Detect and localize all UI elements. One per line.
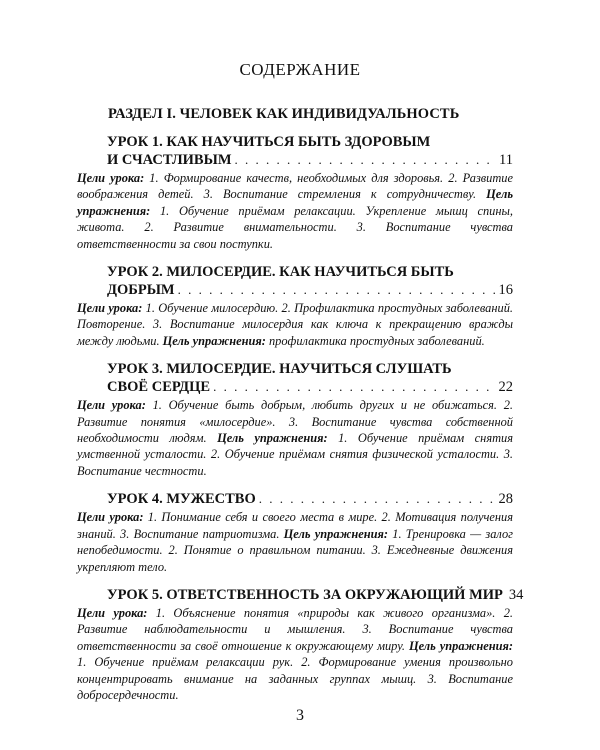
dot-leader — [178, 281, 496, 299]
toc-line — [107, 151, 513, 169]
lesson-description — [77, 170, 513, 252]
lesson-description — [77, 300, 513, 349]
toc-entry-lesson-5[interactable] — [77, 586, 524, 703]
goal-label: Цели урока: — [77, 398, 146, 413]
lesson-title-line: УРОК 2. МИЛОСЕРДИЕ. КАК НАУЧИТЬСЯ БЫТЬ — [107, 264, 454, 281]
goal-label: Цели урока: — [77, 171, 145, 185]
dot-leader — [235, 151, 497, 169]
toc-line — [107, 586, 524, 604]
dot-leader — [213, 378, 495, 396]
exercise-label: Цель упражнения: — [217, 431, 328, 446]
exercise-label: Цель упражнения: — [77, 187, 513, 218]
lesson-title-last: ДОБРЫМ — [107, 282, 175, 299]
page-ref: 34 — [508, 586, 524, 603]
lesson-title-last: СВОЁ СЕРДЦЕ — [107, 379, 211, 396]
lesson-title-line: УРОК 3. МИЛОСЕРДИЕ. НАУЧИТЬСЯ СЛУШАТЬ — [107, 361, 452, 378]
lesson-title-line: УРОК 1. КАК НАУЧИТЬСЯ БЫТЬ ЗДОРОВЫМ — [107, 134, 431, 150]
page-ref: 28 — [498, 491, 513, 508]
exercise-text: 1. Обучение приёмам снятия умственной усталости. 2. Обучение приёмам снятия физической усталости. 3. Воспитание честности. — [77, 431, 513, 478]
goal-text: 1. Понимание себя и своего места в мире. 2. Мотивация получения знаний. 3. Воспитание патриотизма. — [77, 510, 513, 541]
exercise-label: Цель упражнения: — [408, 638, 513, 653]
goal-label: Цели урока: — [77, 605, 148, 620]
exercise-text: 1. Обучение приёмам релаксации. Укрепление мышц спины, живота. 2. Развитие внимательности. 3. Воспитание чувства ответственности за свои поступки. — [77, 203, 513, 251]
lesson-description — [77, 397, 513, 479]
page-number: 3 — [296, 707, 304, 724]
lesson-title-last: И СЧАСТЛИВЫМ — [107, 152, 232, 168]
toc-line — [107, 281, 513, 299]
lesson-description — [77, 509, 513, 575]
page-title: СОДЕРЖАНИЕ — [239, 60, 361, 79]
page-ref: 11 — [499, 152, 513, 168]
toc-entry-lesson-3[interactable] — [77, 360, 513, 479]
exercise-label: Цель упражнения: — [162, 333, 266, 348]
exercise-text: 1. Тренировка — залог непобедимости. 2. Понятие о правильном питании. 3. Ежедневные движения укрепляют тело. — [77, 526, 513, 574]
page-ref: 16 — [498, 282, 513, 299]
section-heading: РАЗДЕЛ I. ЧЕЛОВЕК КАК ИНДИВИДУАЛЬНОСТЬ — [108, 106, 460, 122]
toc-entry-lesson-4[interactable] — [77, 490, 513, 575]
exercise-text: 1. Обучение приёмам релаксации рук. 2. Формирование умения произвольно концентрировать внимание на заданных группах мышц. 3. Воспитание добросердечности. — [77, 655, 513, 702]
exercise-text: профилактика простудных заболеваний. — [265, 333, 485, 348]
exercise-label: Цель упражнения: — [283, 526, 389, 541]
goal-text: 1. Объяснение понятия «природы как живого организма». 2. Развитие наблюдательности и мышления. 3. Воспитание чувства ответственности за своё отношение к окружающему миру. — [77, 605, 514, 653]
lesson-title-last: УРОК 4. МУЖЕСТВО — [107, 491, 256, 508]
toc-line — [107, 378, 513, 396]
goal-label: Цели урока: — [77, 301, 143, 316]
dot-leader — [259, 490, 496, 508]
page-ref: 22 — [498, 379, 513, 396]
lesson-title-last: УРОК 5. ОТВЕТСТВЕННОСТЬ ЗА ОКРУЖАЮЩИЙ МИР — [107, 586, 503, 603]
toc-entry-lesson-1[interactable] — [77, 133, 513, 252]
lesson-description — [77, 605, 513, 703]
goal-text: 1. Обучение милосердию. 2. Профилактика простудных заболеваний. Повторение. 3. Воспитание милосердия как ключа к прекращению вражды между людьми. — [77, 301, 513, 348]
toc-list — [77, 133, 524, 714]
goal-text: 1. Обучение быть добрым, любить других и не обижаться. 2. Развитие понятия «милосердие». 3. Воспитание чувства собственной необходимости людям. — [77, 398, 513, 446]
toc-line — [107, 490, 513, 508]
goal-text: 1. Формирование качеств, необходимых для здоровья. 2. Развитие воображения детей. 3. Воспитание стремления к сотрудничеству. — [77, 171, 513, 202]
toc-entry-lesson-2[interactable] — [77, 263, 513, 349]
goal-label: Цели урока: — [77, 510, 144, 525]
